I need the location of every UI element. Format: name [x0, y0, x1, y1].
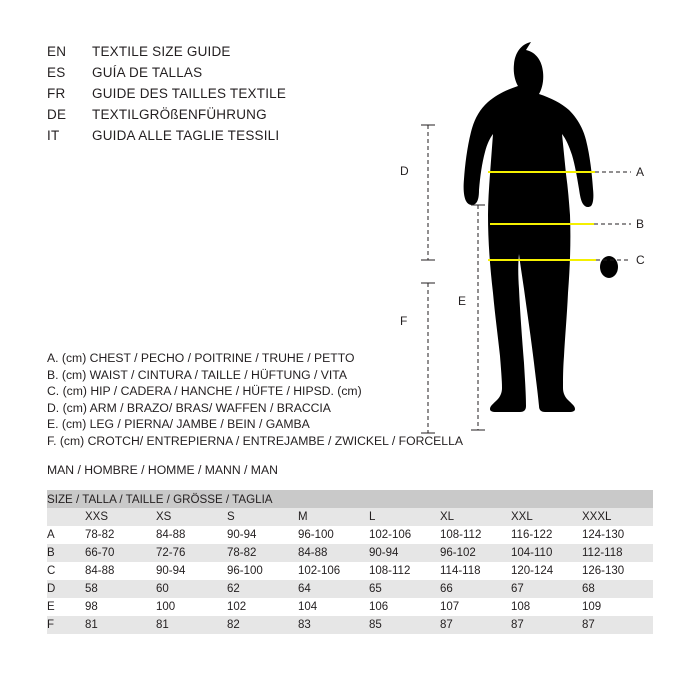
- language-legend: [47, 44, 427, 149]
- cell: 126-130: [582, 562, 653, 580]
- size-table-wrapper: [47, 490, 653, 634]
- column-header: XS: [156, 508, 227, 526]
- row-label: F: [47, 616, 85, 634]
- measurement-key: D. (cm) ARM / BRAZO/ BRAS/ WAFFEN / BRACCIA: [47, 400, 331, 415]
- cell: 90-94: [369, 544, 440, 562]
- label-e: E: [458, 294, 467, 308]
- column-header: XL: [440, 508, 511, 526]
- cell: 85: [369, 616, 440, 634]
- cell: 84-88: [85, 562, 156, 580]
- language-row: [47, 128, 427, 149]
- cell: 87: [582, 616, 653, 634]
- cell: 83: [298, 616, 369, 634]
- cell: 81: [156, 616, 227, 634]
- table-row: [47, 526, 653, 544]
- cell: 82: [227, 616, 298, 634]
- label-f: F: [400, 314, 408, 328]
- cell: 124-130: [582, 526, 653, 544]
- language-title: TEXTILGRÖßENFÜHRUNG: [92, 107, 267, 122]
- cell: 81: [85, 616, 156, 634]
- table-row: [47, 598, 653, 616]
- measurement-key: B. (cm) WAIST / CINTURA / TAILLE / HÜFTUNG / VITA: [47, 367, 347, 382]
- cell: 58: [85, 580, 156, 598]
- table-header-row: [47, 508, 653, 526]
- cell: 112-118: [582, 544, 653, 562]
- cell: 90-94: [156, 562, 227, 580]
- row-label: C: [47, 562, 85, 580]
- cell: 109: [582, 598, 653, 616]
- row-label: B: [47, 544, 85, 562]
- language-title: GUIDA ALLE TAGLIE TESSILI: [92, 128, 280, 143]
- row-label: E: [47, 598, 85, 616]
- language-title: TEXTILE SIZE GUIDE: [92, 44, 231, 59]
- cell: 87: [440, 616, 511, 634]
- cell: 108-112: [369, 562, 440, 580]
- column-header: S: [227, 508, 298, 526]
- cell: 87: [511, 616, 582, 634]
- column-header: XXL: [511, 508, 582, 526]
- cell: 84-88: [156, 526, 227, 544]
- cell: 114-118: [440, 562, 511, 580]
- cell: 66-70: [85, 544, 156, 562]
- measurement-key: F. (cm) CROTCH/ ENTREPIERNA / ENTREJAMBE / ZWICKEL / FORCELLA: [47, 433, 463, 448]
- language-code: ES: [47, 65, 66, 80]
- measurement-key: C. (cm) HIP / CADERA / HANCHE / HÜFTE / HIPSD. (cm): [47, 384, 362, 399]
- measurement-key: A. (cm) CHEST / PECHO / POITRINE / TRUHE / PETTO: [47, 351, 355, 365]
- cell: 67: [511, 580, 582, 598]
- label-b: B: [636, 217, 645, 231]
- column-header: XXS: [85, 508, 156, 526]
- row-label: A: [47, 526, 85, 544]
- cell: 96-100: [298, 526, 369, 544]
- measurement-key-list: [47, 350, 467, 450]
- cell: 66: [440, 580, 511, 598]
- cell: 62: [227, 580, 298, 598]
- cell: 84-88: [298, 544, 369, 562]
- label-d: D: [400, 164, 409, 178]
- row-label: D: [47, 580, 85, 598]
- language-title: GUIDE DES TAILLES TEXTILE: [92, 86, 287, 101]
- measurement-key: E. (cm) LEG / PIERNA/ JAMBE / BEIN / GAMBA: [47, 417, 310, 432]
- cell: 104: [298, 598, 369, 616]
- cell: 108-112: [440, 526, 511, 544]
- cell: 116-122: [511, 526, 582, 544]
- cell: 78-82: [227, 544, 298, 562]
- table-title-row: [47, 490, 653, 508]
- cell: 90-94: [227, 526, 298, 544]
- cell: 106: [369, 598, 440, 616]
- table-row: [47, 580, 653, 598]
- cell: 98: [85, 598, 156, 616]
- cell: 102-106: [298, 562, 369, 580]
- language-code: IT: [47, 128, 60, 143]
- cell: 72-76: [156, 544, 227, 562]
- cell: 96-102: [440, 544, 511, 562]
- table-title: SIZE / TALLA / TAILLE / GRÖSSE / TAGLIA: [47, 490, 653, 508]
- language-row: [47, 86, 427, 107]
- language-row: [47, 65, 427, 86]
- language-row: [47, 44, 427, 65]
- label-c: C: [636, 253, 645, 267]
- cell: 107: [440, 598, 511, 616]
- cell: 78-82: [85, 526, 156, 544]
- table-row: [47, 562, 653, 580]
- gender-label: MAN / HOMBRE / HOMME / MANN / MAN: [47, 463, 278, 477]
- column-header: XXXL: [582, 508, 653, 526]
- cell: 100: [156, 598, 227, 616]
- column-header: L: [369, 508, 440, 526]
- cell: 64: [298, 580, 369, 598]
- column-header: [47, 508, 85, 526]
- cell: 68: [582, 580, 653, 598]
- cell: 102-106: [369, 526, 440, 544]
- cell: 60: [156, 580, 227, 598]
- language-code: EN: [47, 44, 67, 59]
- cell: 104-110: [511, 544, 582, 562]
- table-row: [47, 616, 653, 634]
- cell: 65: [369, 580, 440, 598]
- language-title: GUÍA DE TALLAS: [92, 65, 203, 80]
- table-row: [47, 544, 653, 562]
- language-row: [47, 107, 427, 128]
- column-header: M: [298, 508, 369, 526]
- language-code: FR: [47, 86, 66, 101]
- label-a: A: [636, 165, 645, 179]
- size-table: [47, 490, 653, 634]
- language-code: DE: [47, 107, 67, 122]
- cell: 102: [227, 598, 298, 616]
- cell: 96-100: [227, 562, 298, 580]
- cell: 120-124: [511, 562, 582, 580]
- cell: 108: [511, 598, 582, 616]
